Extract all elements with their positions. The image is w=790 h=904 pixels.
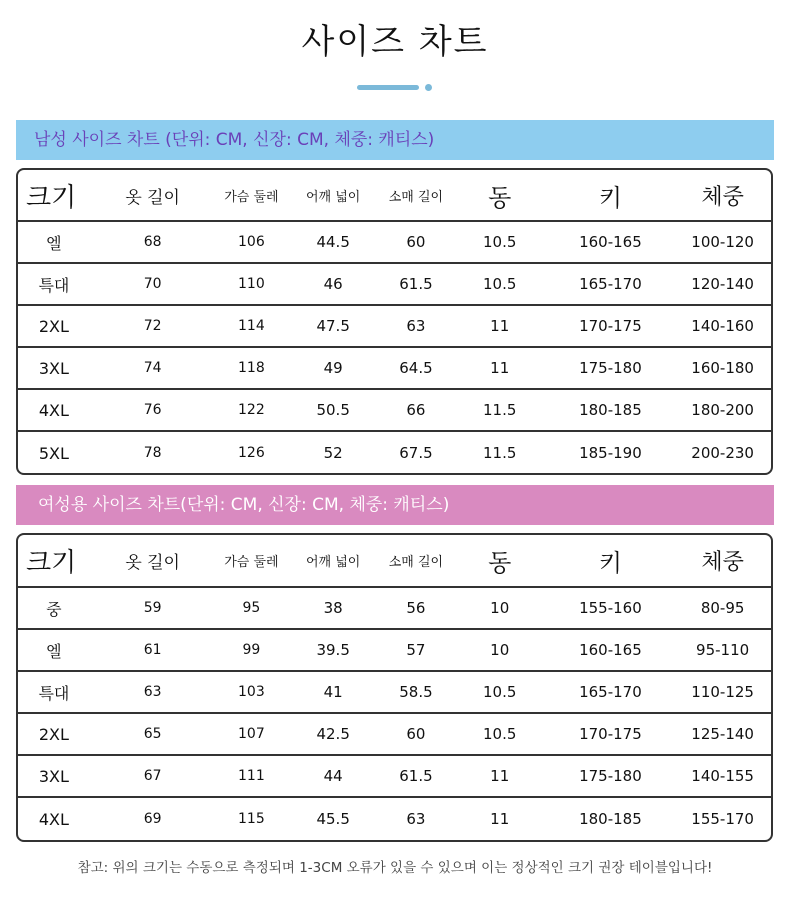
cell-chest: 95 [242,600,261,616]
cell-chest: 114 [238,318,265,334]
cell-cuff: 10.5 [483,725,517,743]
page-title: 사이즈 차트 [301,22,489,62]
cell-chest: 103 [238,684,265,700]
table-row [18,630,771,672]
table-row [18,798,771,840]
cell-height: 155-160 [579,599,642,617]
cell-cuff: 10 [490,641,510,659]
cell-sleeve: 58.5 [399,683,433,701]
cell-weight: 110-125 [691,683,754,701]
measurement-note: 참고: 위의 크기는 수동으로 측정되며 1-3CM 오류가 있을 수 있으며 이는 정상적인 크기 권장 테이블입니다! [77,860,713,876]
cell-length: 78 [143,445,162,461]
cell-length: 68 [143,234,162,250]
cell-shoulder: 39.5 [316,641,350,659]
header-size: 크기 [26,548,77,578]
header-sleeve: 소매 길이 [388,189,444,205]
table-row [18,222,771,264]
cell-sleeve: 56 [406,599,426,617]
header-size: 크기 [26,182,77,213]
cell-cuff: 11 [490,359,510,377]
table-row [18,672,771,714]
cell-weight: 155-170 [691,810,754,828]
cell-weight: 140-160 [691,317,754,335]
table-row [18,714,771,756]
cell-height: 165-170 [579,275,642,293]
cell-size: 특대 [38,275,70,295]
title-underline [357,85,419,90]
cell-weight: 160-180 [691,359,754,377]
cell-chest: 115 [238,811,265,827]
men-size-table [16,168,773,475]
header-weight: 체중 [701,184,744,210]
cell-shoulder: 44.5 [316,233,350,251]
cell-weight: 200-230 [691,444,754,462]
cell-chest: 126 [238,445,265,461]
cell-height: 170-175 [579,317,642,335]
cell-size: 3XL [38,766,69,786]
cell-height: 170-175 [579,725,642,743]
cell-weight: 95-110 [696,641,750,659]
header-cuff: 동 [488,183,512,212]
women-size-table [16,533,773,842]
cell-cuff: 11 [490,810,510,828]
cell-cuff: 10 [490,599,510,617]
table-row [18,756,771,798]
cell-length: 59 [143,600,162,616]
cell-shoulder: 47.5 [316,317,350,335]
cell-shoulder: 46 [323,275,343,293]
table-row [18,390,771,432]
cell-cuff: 11.5 [483,401,517,419]
cell-weight: 100-120 [691,233,754,251]
cell-sleeve: 66 [406,401,426,419]
cell-chest: 99 [242,642,261,658]
header-shoulder: 어깨 넓이 [305,555,361,570]
cell-chest: 107 [238,726,265,742]
table-row [18,432,771,474]
cell-size: 4XL [38,809,69,829]
header-height: 키 [598,549,623,577]
cell-size: 4XL [38,400,69,420]
cell-sleeve: 63 [406,317,426,335]
cell-shoulder: 52 [323,444,343,462]
cell-shoulder: 45.5 [316,810,350,828]
cell-sleeve: 61.5 [399,767,433,785]
cell-cuff: 10.5 [483,275,517,293]
women-size-chart-banner: 여성용 사이즈 차트(단위: CM, 신장: CM, 체중: 캐티스) [16,485,774,525]
cell-height: 175-180 [579,359,642,377]
cell-shoulder: 38 [323,599,343,617]
cell-chest: 106 [238,234,265,250]
cell-length: 74 [143,360,162,376]
header-cuff: 동 [488,549,512,577]
cell-shoulder: 49 [323,359,343,377]
cell-sleeve: 57 [406,641,426,659]
cell-sleeve: 64.5 [399,359,433,377]
cell-height: 180-185 [579,810,642,828]
cell-height: 160-165 [579,233,642,251]
cell-length: 76 [143,402,162,418]
table-row [18,588,771,630]
cell-size: 2XL [38,316,69,336]
cell-size: 5XL [38,443,69,463]
cell-sleeve: 60 [406,233,426,251]
header-length: 옷 길이 [125,187,180,208]
cell-sleeve: 67.5 [399,444,433,462]
header-length: 옷 길이 [125,553,180,573]
cell-chest: 118 [238,360,265,376]
table-row [18,348,771,390]
cell-height: 165-170 [579,683,642,701]
cell-cuff: 10.5 [483,683,517,701]
cell-height: 175-180 [579,767,642,785]
cell-size: 중 [46,599,62,619]
cell-shoulder: 44 [323,767,343,785]
cell-sleeve: 61.5 [399,275,433,293]
cell-size: 엘 [46,641,62,661]
cell-cuff: 11 [490,767,510,785]
header-height: 키 [598,183,623,212]
cell-shoulder: 42.5 [316,725,350,743]
table-header-row [18,535,771,588]
header-sleeve: 소매 길이 [388,555,444,570]
men-size-chart-banner: 남성 사이즈 차트 (단위: CM, 신장: CM, 체중: 캐티스) [16,120,774,160]
cell-cuff: 11.5 [483,444,517,462]
cell-length: 63 [143,684,162,700]
cell-chest: 110 [238,276,265,292]
cell-weight: 125-140 [691,725,754,743]
cell-size: 특대 [38,683,70,703]
table-row [18,306,771,348]
cell-weight: 120-140 [691,275,754,293]
cell-cuff: 11 [490,317,510,335]
cell-sleeve: 63 [406,810,426,828]
cell-shoulder: 41 [323,683,343,701]
cell-weight: 140-155 [691,767,754,785]
cell-length: 67 [143,768,162,784]
cell-height: 160-165 [579,641,642,659]
cell-shoulder: 50.5 [316,401,350,419]
cell-height: 180-185 [579,401,642,419]
cell-length: 65 [143,726,162,742]
cell-cuff: 10.5 [483,233,517,251]
header-weight: 체중 [701,550,744,575]
cell-weight: 80-95 [700,599,745,617]
cell-length: 69 [143,811,162,827]
cell-chest: 111 [238,768,265,784]
header-chest: 가슴 둘레 [224,555,279,570]
cell-length: 72 [143,318,162,334]
cell-size: 2XL [38,724,69,744]
table-row [18,264,771,306]
cell-sleeve: 60 [406,725,426,743]
cell-size: 엘 [46,233,62,253]
header-chest: 가슴 둘레 [224,189,279,205]
cell-height: 185-190 [579,444,642,462]
header-shoulder: 어깨 넓이 [305,189,361,205]
table-header-row [18,170,771,222]
cell-length: 70 [143,276,162,292]
cell-weight: 180-200 [691,401,754,419]
cell-size: 3XL [38,358,69,378]
cell-length: 61 [143,642,162,658]
title-dot [425,84,432,91]
cell-chest: 122 [238,402,265,418]
